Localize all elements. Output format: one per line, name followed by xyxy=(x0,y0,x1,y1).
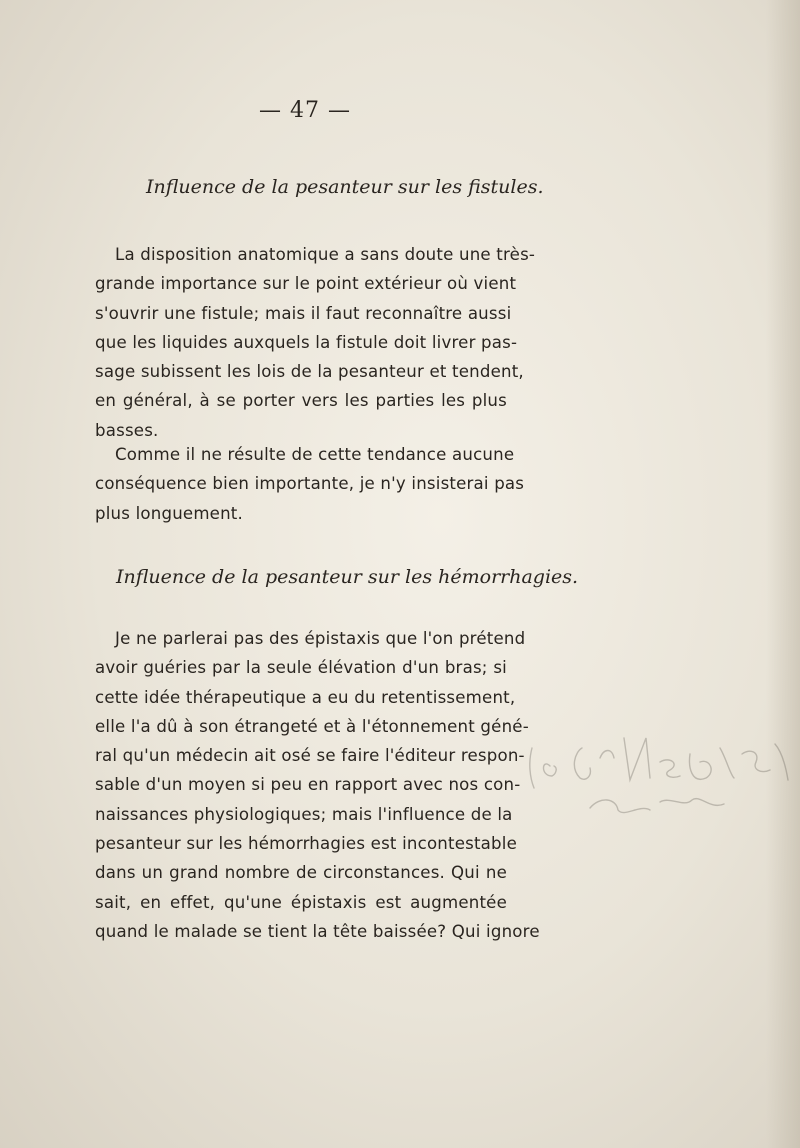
text-line: basses. xyxy=(95,420,159,440)
text-line: sable d'un moyen si peu en rapport avec nos con- xyxy=(95,775,521,795)
text-line: elle l'a dû à son étrangeté et à l'étonnement géné- xyxy=(95,716,529,736)
text-line: en général, à se porter vers les parties les plus xyxy=(95,391,507,411)
text-line: cette idée thérapeutique a eu du retentissement, xyxy=(95,687,516,707)
text-line: quand le malade se tient la tête baissée? Qui ignore xyxy=(95,921,540,941)
text-line: pesanteur sur les hémorrhagies est incontestable xyxy=(95,834,518,854)
text-line: La disposition anatomique a sans doute une très- xyxy=(115,245,536,264)
text-line: plus longuement. xyxy=(95,503,243,523)
text-line: Comme il ne résulte de cette tendance aucune xyxy=(115,445,515,464)
section-heading-fistules: Influence de la pesanteur sur les fistules. xyxy=(146,176,544,198)
page-edge-shadow xyxy=(766,0,800,1148)
page-number: — 47 — xyxy=(259,98,351,123)
text-line: conséquence bien importante, je n'y insisterai pas xyxy=(95,474,525,494)
text-line: avoir guéries par la seule élévation d'un bras; si xyxy=(95,658,507,678)
section-heading-hemorrhagies: Influence de la pesanteur sur les hémorrhagies. xyxy=(116,566,579,588)
text-line: s'ouvrir une fistule; mais il faut reconnaître aussi xyxy=(95,303,512,323)
text-line: naissances physiologiques; mais l'influence de la xyxy=(95,804,513,824)
text-line: sage subissent les lois de la pesanteur et tendent, xyxy=(95,362,524,382)
text-line: ral qu'un médecin ait osé se faire l'éditeur respon- xyxy=(95,746,525,766)
text-line: sait, en effet, qu'une épistaxis est augmentée xyxy=(95,892,507,912)
text-line: Je ne parlerai pas des épistaxis que l'on prétend xyxy=(115,629,526,648)
paragraph-fistules-2 xyxy=(95,440,525,528)
text-line: dans un grand nombre de circonstances. Qui ne xyxy=(95,863,507,883)
paragraph-fistules-1 xyxy=(95,240,536,445)
text-line: grande importance sur le point extérieur où vient xyxy=(95,274,517,294)
paragraph-hemorrhagies-1 xyxy=(95,624,540,946)
pencil-handwriting-mark xyxy=(520,718,800,828)
text-line: que les liquides auxquels la fistule doit livrer pas- xyxy=(95,332,518,352)
